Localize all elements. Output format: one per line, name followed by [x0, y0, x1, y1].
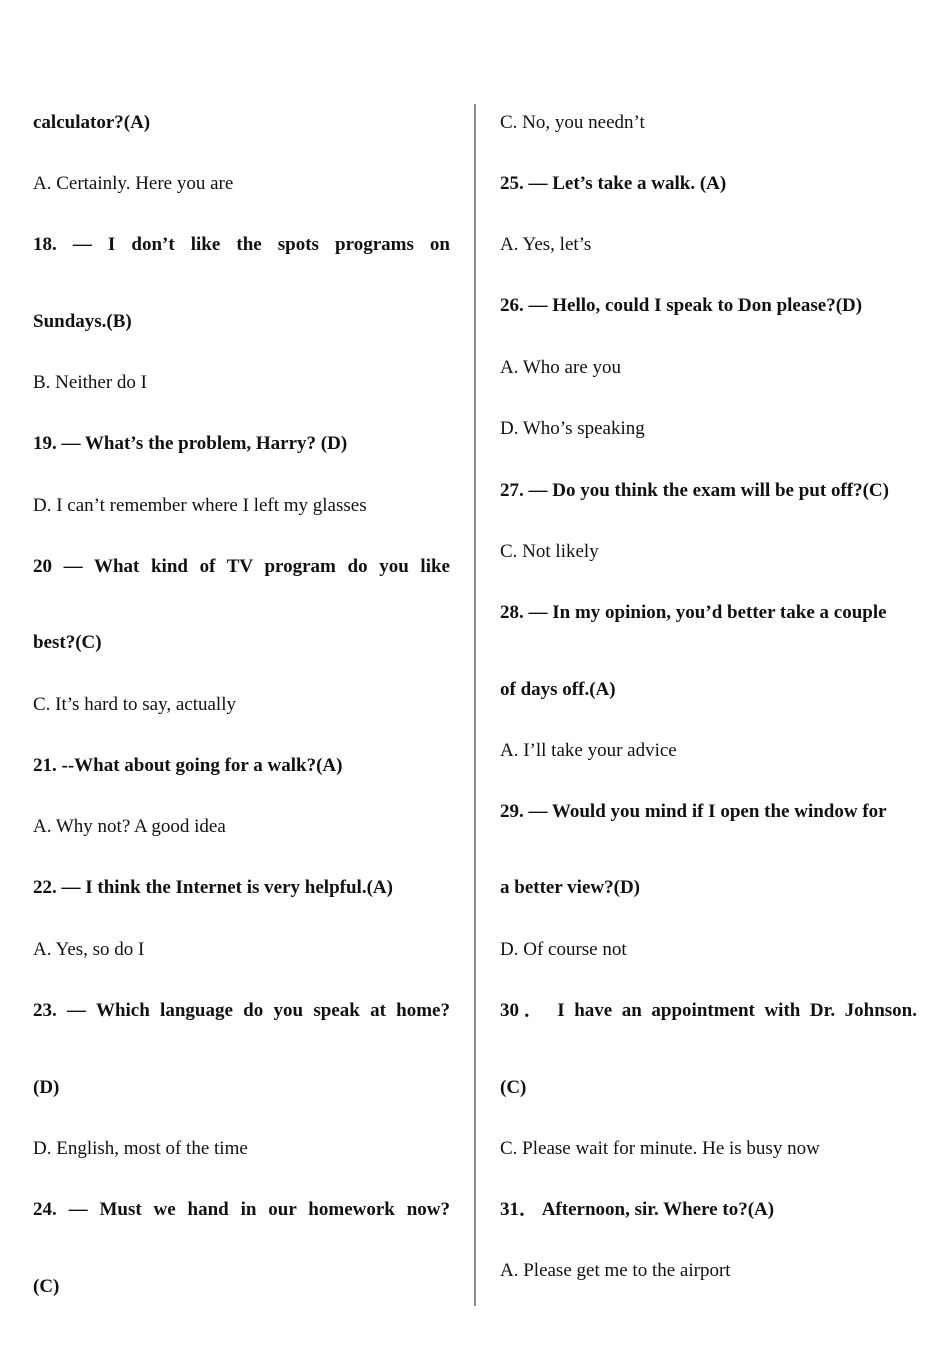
question-line: (D) [33, 1077, 60, 1098]
answer-line: A. Yes, so do I [33, 939, 145, 960]
question-line: a better view?(D) [500, 877, 640, 898]
answer-line: A. Yes, let’s [500, 234, 592, 255]
question-line: best?(C) [33, 632, 102, 653]
answer-line: B. Neither do I [33, 372, 147, 393]
column-divider [474, 104, 476, 1306]
question-line: 31． Afternoon, sir. Where to?(A) [500, 1199, 775, 1220]
question-line: calculator?(A) [33, 112, 151, 133]
answer-line: A. I’ll take your advice [500, 740, 677, 761]
question-line: 25. — Let’s take a walk. (A) [500, 173, 727, 194]
answer-line: D. Of course not [500, 939, 627, 960]
question-line: 21. --What about going for a walk?(A) [33, 755, 343, 776]
question-line: 19. — What’s the problem, Harry? (D) [33, 433, 348, 454]
question-line: 24. — Must we hand in our homework now? [33, 1199, 450, 1220]
question-line: 26. — Hello, could I speak to Don please?(D) [500, 295, 863, 316]
answer-line: D. Who’s speaking [500, 418, 645, 439]
question-line: 29. — Would you mind if I open the window for [500, 801, 887, 822]
answer-line: D. English, most of the time [33, 1138, 248, 1159]
answer-line: C. Please wait for minute. He is busy now [500, 1138, 820, 1159]
question-line: 30． I have an appointment with Dr. Johnson. [500, 1000, 917, 1021]
answer-line: C. Not likely [500, 541, 599, 562]
question-line: 18. — I don’t like the spots programs on [33, 234, 450, 255]
question-line: (C) [33, 1276, 60, 1297]
question-line: 22. — I think the Internet is very helpful.(A) [33, 877, 393, 898]
answer-line: A. Why not? A good idea [33, 816, 226, 837]
question-line: 20 — What kind of TV program do you like [33, 556, 450, 577]
answer-line: C. No, you needn’t [500, 112, 645, 133]
question-line: 23. — Which language do you speak at home? [33, 1000, 450, 1021]
question-line: (C) [500, 1077, 527, 1098]
answer-line: A. Who are you [500, 357, 622, 378]
question-line: Sundays.(B) [33, 311, 132, 332]
answer-line: A. Certainly. Here you are [33, 173, 234, 194]
answer-line: A. Please get me to the airport [500, 1260, 731, 1281]
question-line: of days off.(A) [500, 679, 616, 700]
question-line: 28. — In my opinion, you’d better take a couple [500, 602, 887, 623]
question-line: 27. — Do you think the exam will be put off?(C) [500, 480, 889, 501]
answer-line: C. It’s hard to say, actually [33, 694, 236, 715]
answer-line: D. I can’t remember where I left my glasses [33, 495, 367, 516]
